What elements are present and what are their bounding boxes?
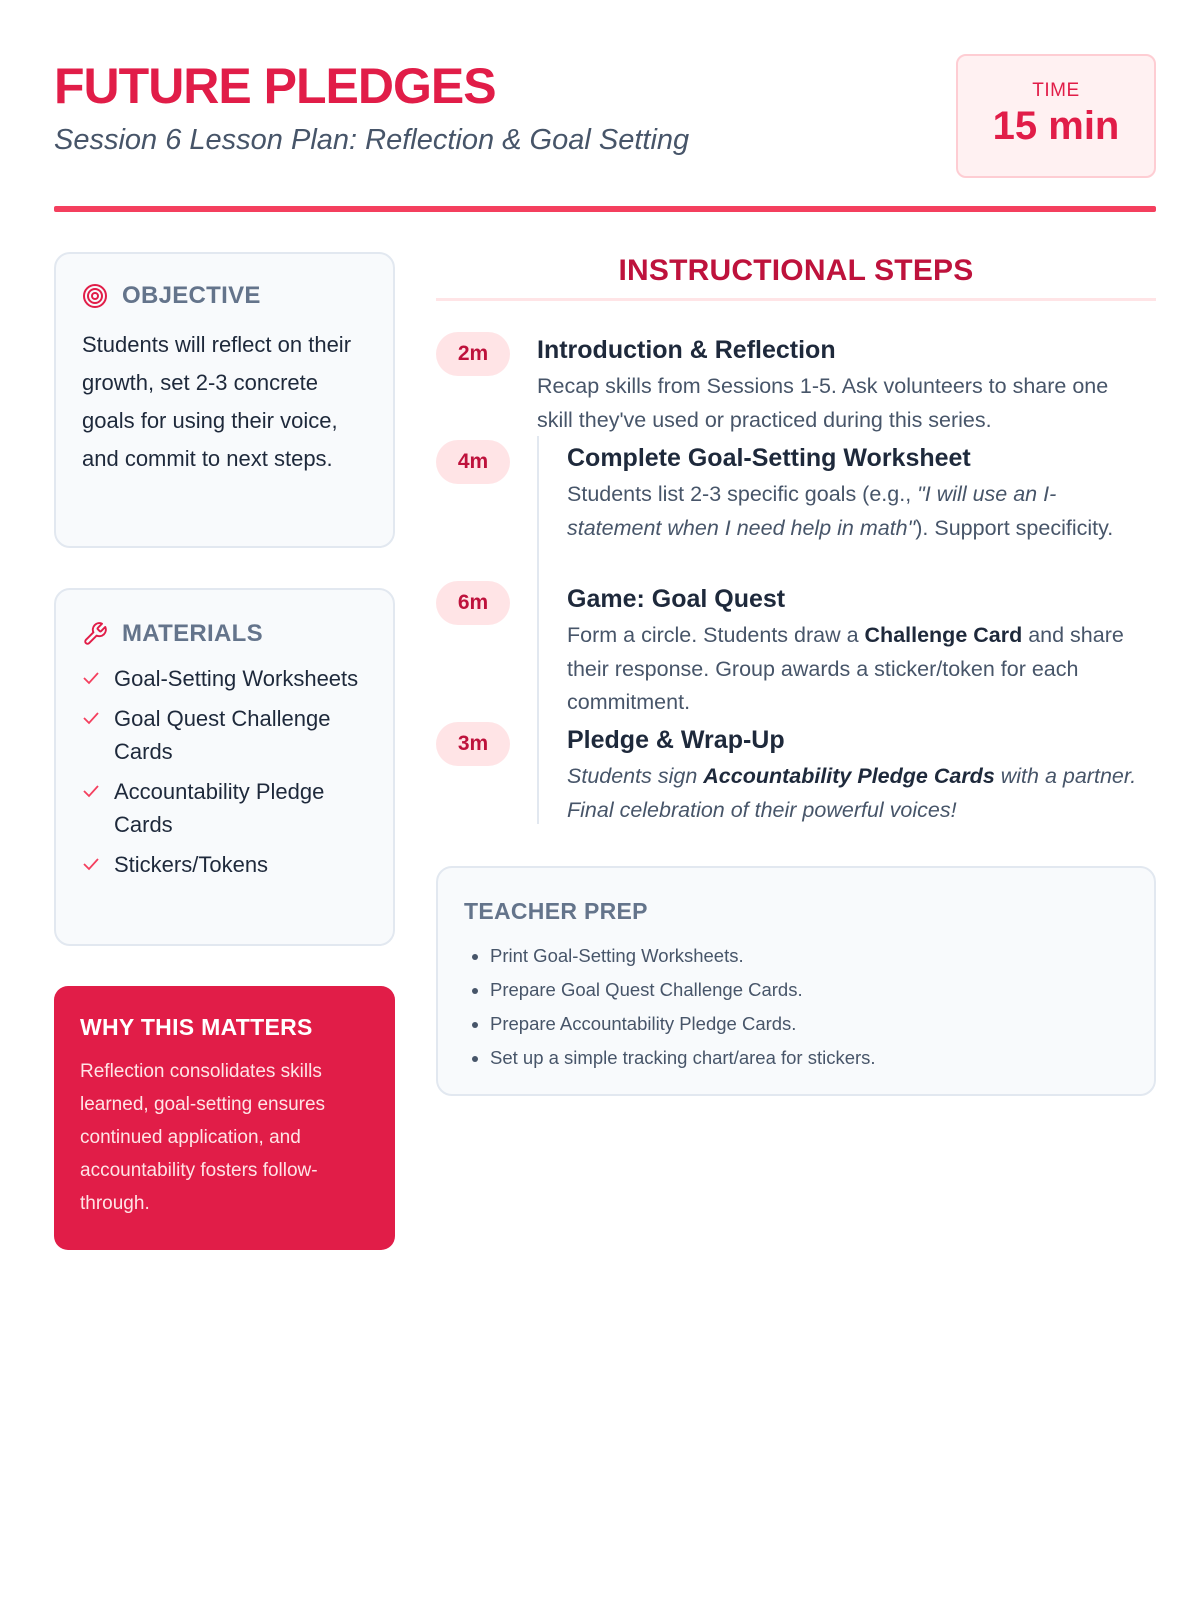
step-text: Students list 2-3 specific goals (e.g., "I will use an I-statement when I need help in math"). Support specificity. [567,482,1114,540]
page-header [54,54,1156,214]
time-label: TIME [1032,80,1080,101]
step-text: Students sign Accountability Pledge Cards with a partner. Final celebration of their powerful voices! [567,764,1137,822]
materials-heading: MATERIALS [122,620,263,647]
teacher-prep-item: • Set up a simple tracking chart/area for stickers. [490,1041,1128,1075]
check-icon [82,784,100,798]
step-title: Game: Goal Quest [567,585,786,613]
page-title: FUTURE PLEDGES [54,58,496,114]
step-item [567,441,1147,545]
steps-heading: INSTRUCTIONAL STEPS [618,254,974,287]
why-heading: WHY THIS MATTERS [80,1014,313,1040]
teacher-prep-list [464,939,1128,1075]
objective-header [82,282,367,310]
step-item [567,723,1147,827]
teacher-prep-item: • Print Goal-Setting Worksheets. [490,939,1128,973]
time-value: 15 min [992,104,1120,148]
step-title: Complete Goal-Setting Worksheet [567,444,971,472]
step-item [537,333,1137,437]
materials-item-label: Stickers/Tokens [114,852,269,877]
step-duration-badge: 3m [436,722,510,766]
check-icon [82,711,100,725]
teacher-prep-item: • Prepare Accountability Pledge Cards. [490,1007,1128,1041]
materials-item-label: Accountability Pledge Cards [114,779,325,837]
objective-card [54,252,395,548]
teacher-prep-item: • Prepare Goal Quest Challenge Cards. [490,973,1128,1007]
materials-list [82,662,367,881]
objective-heading: OBJECTIVE [122,282,261,309]
step-text: Recap skills from Sessions 1-5. Ask volunteers to share one skill they've used or practiced during this series. [537,374,1109,432]
materials-card [54,588,395,946]
time-box [956,54,1156,178]
materials-item-label: Goal-Setting Worksheets [114,666,359,691]
materials-item [82,848,367,881]
materials-item [82,775,367,841]
materials-item [82,662,367,695]
header-divider [54,206,1156,212]
step-text: Form a circle. Students draw a Challenge Card and share their response. Group awards a sticker/token for each commitment. [567,623,1124,714]
step-duration-badge: 6m [436,581,510,625]
step-duration-badge: 2m [436,332,510,376]
objective-text: Students will reflect on their growth, set 2-3 concrete goals for using their voice, and commit to next steps. [82,332,352,471]
materials-item [82,702,367,768]
check-icon [82,857,100,871]
step-title: Introduction & Reflection [537,336,836,364]
target-icon [82,283,108,309]
steps-divider [436,298,1156,301]
why-text: Reflection consolidates skills learned, goal-setting ensures continued application, and accountability fosters follow-through. [80,1061,326,1214]
wrench-icon [82,621,108,647]
step-duration-badge: 4m [436,440,510,484]
materials-item-label: Goal Quest Challenge Cards [114,706,331,764]
page-subtitle: Session 6 Lesson Plan: Reflection & Goal Setting [54,124,690,156]
teacher-prep-card [436,866,1156,1096]
step-title: Pledge & Wrap-Up [567,726,785,754]
why-this-matters-card [54,986,395,1250]
materials-header [82,620,367,648]
timeline-line [537,436,539,824]
check-icon [82,671,100,685]
step-item [567,582,1147,720]
teacher-prep-heading: TEACHER PREP [464,898,648,924]
